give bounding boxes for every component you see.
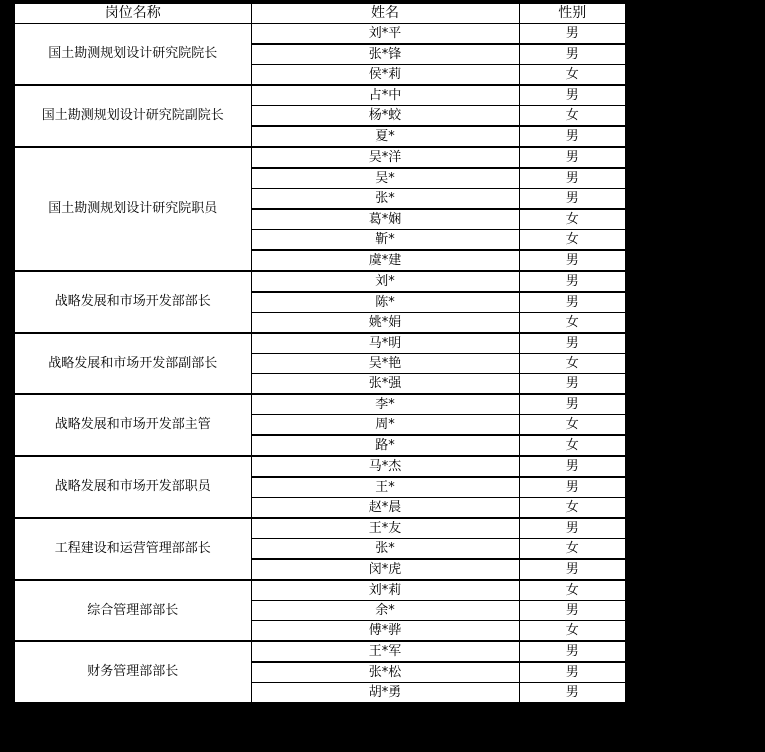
table-header-row xyxy=(14,3,626,24)
table-row xyxy=(14,580,626,601)
table-row xyxy=(14,394,626,415)
name-cell: 吴*洋 xyxy=(251,147,519,168)
name-cell: 刘* xyxy=(251,271,519,292)
gender-cell: 男 xyxy=(519,641,626,662)
name-cell: 靳* xyxy=(251,230,519,251)
position-cell: 财务管理部部长 xyxy=(14,641,251,703)
gender-cell: 男 xyxy=(519,518,626,539)
gender-cell: 男 xyxy=(519,374,626,395)
position-cell: 国土勘测规划设计研究院院长 xyxy=(14,24,251,86)
name-cell: 张*松 xyxy=(251,662,519,683)
header-gender: 性别 xyxy=(519,3,626,24)
name-cell: 占*中 xyxy=(251,85,519,106)
position-cell: 国土勘测规划设计研究院职员 xyxy=(14,147,251,271)
name-cell: 闵*虎 xyxy=(251,559,519,580)
gender-cell: 女 xyxy=(519,539,626,560)
name-cell: 王*军 xyxy=(251,641,519,662)
gender-cell: 男 xyxy=(519,85,626,106)
name-cell: 侯*莉 xyxy=(251,65,519,86)
table-row xyxy=(14,333,626,354)
name-cell: 姚*娟 xyxy=(251,313,519,334)
position-cell: 国土勘测规划设计研究院副院长 xyxy=(14,85,251,147)
gender-cell: 男 xyxy=(519,168,626,189)
name-cell: 杨*蛟 xyxy=(251,106,519,127)
position-cell: 战略发展和市场开发部职员 xyxy=(14,456,251,518)
name-cell: 张* xyxy=(251,539,519,560)
table-body xyxy=(14,24,626,704)
name-cell: 路* xyxy=(251,435,519,456)
table-row xyxy=(14,147,626,168)
name-cell: 李* xyxy=(251,394,519,415)
name-cell: 王*友 xyxy=(251,518,519,539)
name-cell: 吴* xyxy=(251,168,519,189)
gender-cell: 女 xyxy=(519,313,626,334)
gender-cell: 女 xyxy=(519,209,626,230)
gender-cell: 男 xyxy=(519,477,626,498)
gender-cell: 男 xyxy=(519,292,626,313)
gender-cell: 女 xyxy=(519,230,626,251)
position-cell: 战略发展和市场开发部主管 xyxy=(14,394,251,456)
name-cell: 陈* xyxy=(251,292,519,313)
gender-cell: 女 xyxy=(519,435,626,456)
table-row xyxy=(14,456,626,477)
position-cell: 综合管理部部长 xyxy=(14,580,251,641)
gender-cell: 男 xyxy=(519,394,626,415)
gender-cell: 女 xyxy=(519,498,626,519)
gender-cell: 男 xyxy=(519,333,626,354)
name-cell: 张*强 xyxy=(251,374,519,395)
header-position: 岗位名称 xyxy=(14,3,251,24)
gender-cell: 男 xyxy=(519,683,626,704)
name-cell: 马*明 xyxy=(251,333,519,354)
position-cell: 战略发展和市场开发部副部长 xyxy=(14,333,251,394)
gender-cell: 男 xyxy=(519,250,626,271)
name-cell: 葛*娴 xyxy=(251,209,519,230)
table-row xyxy=(14,518,626,539)
name-cell: 刘*平 xyxy=(251,24,519,45)
name-cell: 赵*晨 xyxy=(251,498,519,519)
gender-cell: 男 xyxy=(519,271,626,292)
name-cell: 吴*艳 xyxy=(251,354,519,374)
gender-cell: 男 xyxy=(519,147,626,168)
gender-cell: 女 xyxy=(519,580,626,601)
gender-cell: 男 xyxy=(519,559,626,580)
gender-cell: 男 xyxy=(519,24,626,45)
gender-cell: 女 xyxy=(519,415,626,436)
gender-cell: 男 xyxy=(519,126,626,147)
gender-cell: 男 xyxy=(519,189,626,210)
gender-cell: 男 xyxy=(519,44,626,65)
table-row xyxy=(14,24,626,45)
gender-cell: 男 xyxy=(519,662,626,683)
position-cell: 工程建设和运营管理部部长 xyxy=(14,518,251,580)
name-cell: 余* xyxy=(251,601,519,621)
name-cell: 虞*建 xyxy=(251,250,519,271)
name-cell: 傅*骅 xyxy=(251,621,519,642)
gender-cell: 女 xyxy=(519,621,626,642)
gender-cell: 女 xyxy=(519,354,626,374)
gender-cell: 男 xyxy=(519,456,626,477)
gender-cell: 女 xyxy=(519,106,626,127)
name-cell: 王* xyxy=(251,477,519,498)
name-cell: 胡*勇 xyxy=(251,683,519,704)
table-row xyxy=(14,271,626,292)
position-cell: 战略发展和市场开发部部长 xyxy=(14,271,251,333)
gender-cell: 男 xyxy=(519,601,626,621)
name-cell: 周* xyxy=(251,415,519,436)
name-cell: 刘*莉 xyxy=(251,580,519,601)
name-cell: 夏* xyxy=(251,126,519,147)
name-cell: 张*锋 xyxy=(251,44,519,65)
table-row xyxy=(14,641,626,662)
name-cell: 马*杰 xyxy=(251,456,519,477)
name-cell: 张* xyxy=(251,189,519,210)
table-row xyxy=(14,85,626,106)
personnel-table xyxy=(13,2,627,704)
header-name: 姓名 xyxy=(251,3,519,24)
gender-cell: 女 xyxy=(519,65,626,86)
